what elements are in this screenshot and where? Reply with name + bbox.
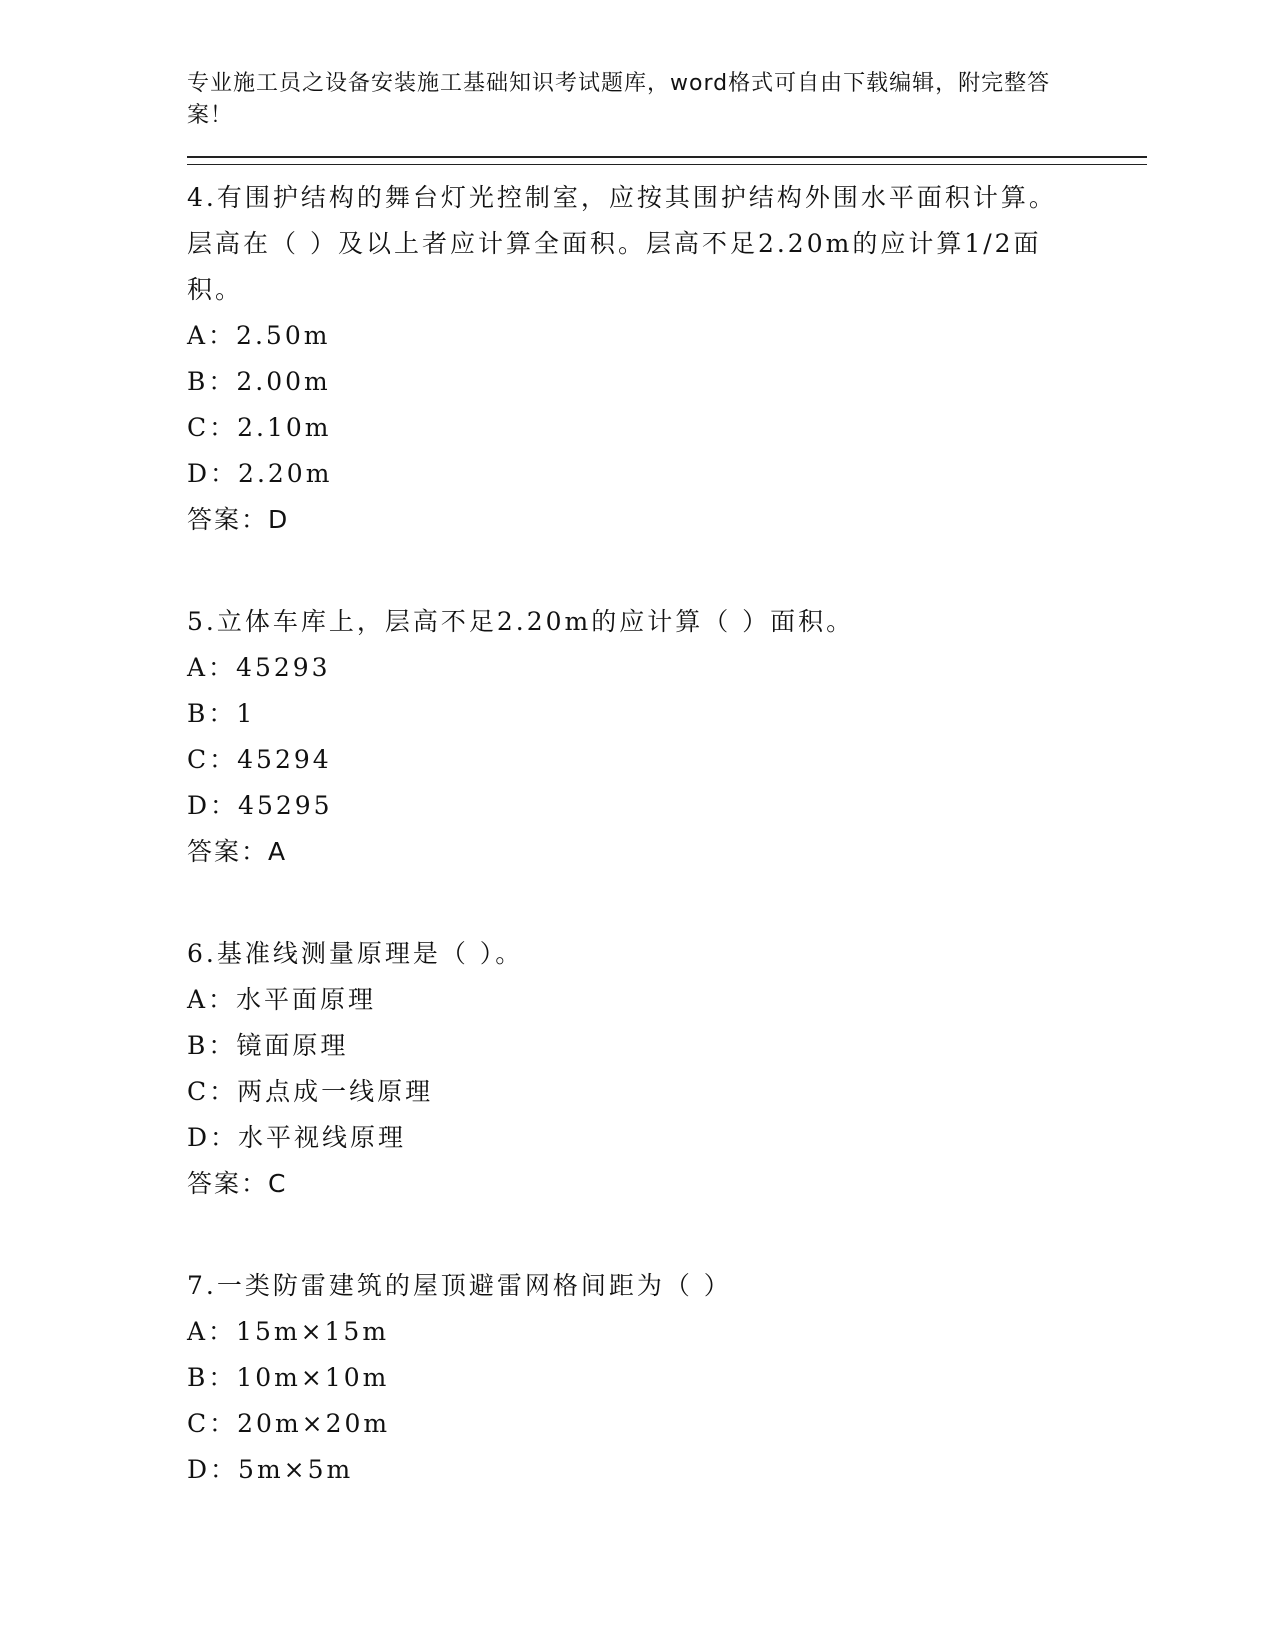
option-a: A：水平面原理: [187, 985, 377, 1014]
question-6: [187, 931, 1147, 1207]
answer: 答案：A: [187, 837, 288, 866]
option-d: D：2.20m: [187, 459, 333, 488]
option-d: D：45295: [187, 791, 333, 820]
option-a: A：2.50m: [187, 321, 331, 350]
document-header: 专业施工员之设备安装施工基础知识考试题库，word格式可自由下载编辑，附完整答案！: [187, 71, 1051, 128]
option-b: B：2.00m: [187, 367, 331, 396]
question-4: [187, 175, 1147, 543]
option-c: C：两点成一线原理: [187, 1077, 434, 1106]
option-c: C：20m×20m: [187, 1409, 391, 1438]
question-5: [187, 599, 1147, 875]
header-divider: [187, 156, 1147, 165]
option-b: B：1: [187, 699, 256, 728]
option-b: B：镜面原理: [187, 1031, 349, 1060]
option-d: D：水平视线原理: [187, 1123, 407, 1152]
question-stem: 6.基准线测量原理是（ ）。: [187, 939, 524, 968]
option-c: C：45294: [187, 745, 332, 774]
answer: 答案：D: [187, 505, 290, 534]
question-7: [187, 1263, 1147, 1493]
question-stem: 5.立体车库上，层高不足2.20m的应计算（ ）面积。: [187, 607, 855, 636]
option-a: A：15m×15m: [187, 1317, 390, 1346]
option-b: B：10m×10m: [187, 1363, 390, 1392]
option-a: A：45293: [187, 653, 331, 682]
question-stem: 4.有围护结构的舞台灯光控制室，应按其围护结构外围水平面积计算。层高在（ ）及以上者应计算全面积。层高不足2.20m的应计算1/2面积。: [187, 183, 1057, 304]
option-d: D：5m×5m: [187, 1455, 354, 1484]
option-c: C：2.10m: [187, 413, 332, 442]
document-page: [187, 68, 1147, 1493]
question-stem: 7.一类防雷建筑的屋顶避雷网格间距为（ ）: [187, 1271, 732, 1300]
answer: 答案：C: [187, 1169, 288, 1198]
